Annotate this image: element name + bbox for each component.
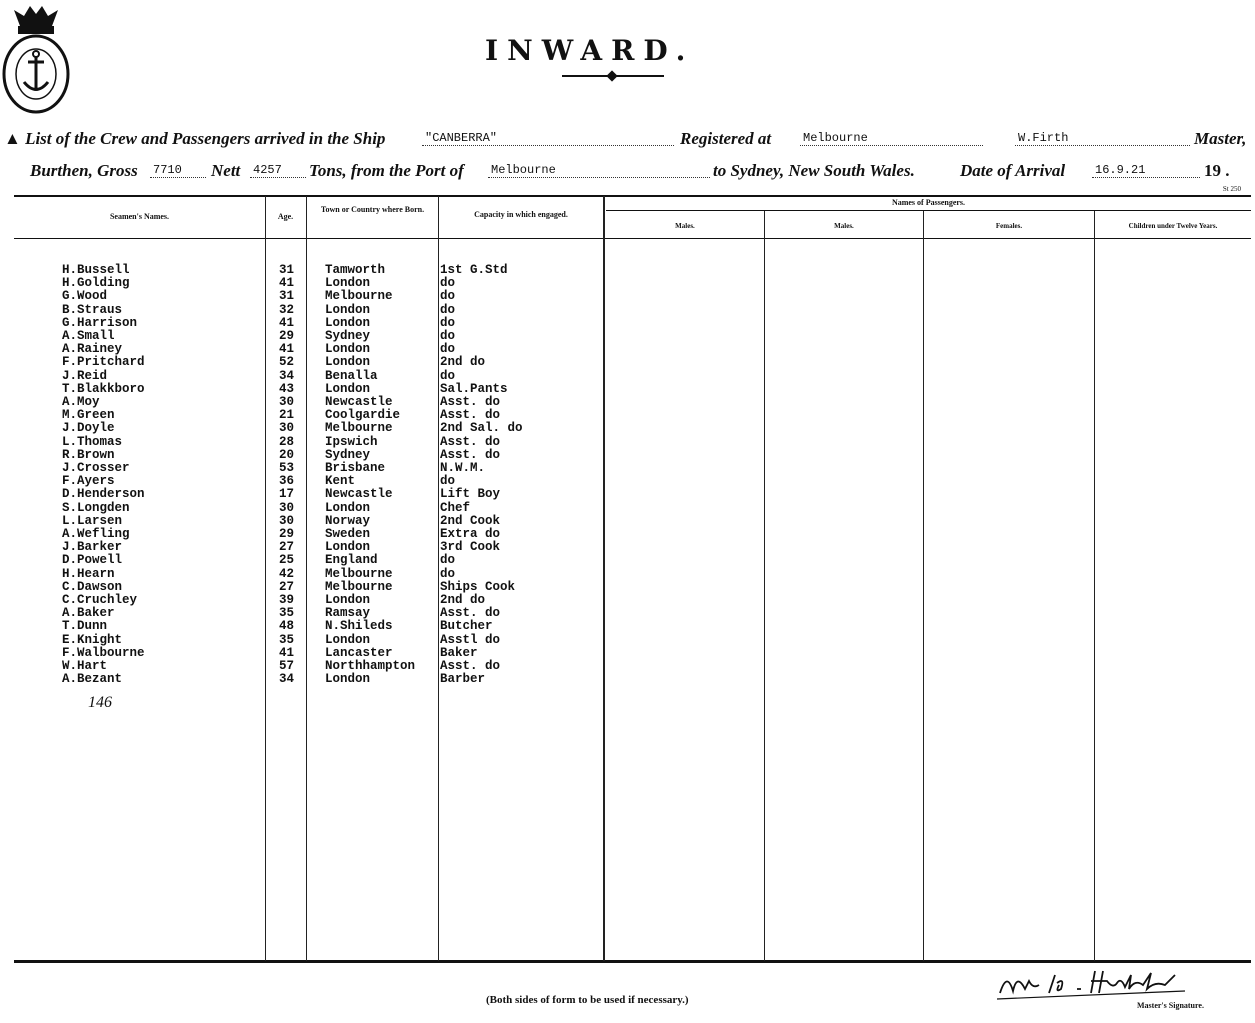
crew-age: 25 xyxy=(279,553,295,568)
col-divider-females xyxy=(923,211,924,961)
crew-name: R.Brown xyxy=(62,447,115,462)
col-divider-capacity xyxy=(438,196,439,961)
crew-name: M.Green xyxy=(62,408,115,423)
crew-age: 35 xyxy=(279,632,295,647)
crew-age: 30 xyxy=(279,395,295,409)
crew-birthplace: London xyxy=(325,342,371,357)
col-males-1: Males. xyxy=(675,222,695,230)
crew-capacity: Baker xyxy=(440,645,478,660)
crew-age: 41 xyxy=(279,645,295,660)
crew-name: G.Wood xyxy=(62,289,108,304)
crew-capacity: do xyxy=(440,474,456,489)
crew-name: H.Hearn xyxy=(62,566,115,581)
col-divider-passengers xyxy=(603,196,605,961)
crew-age: 29 xyxy=(279,329,295,343)
crew-birthplace: Tamworth xyxy=(325,263,386,277)
col-divider-age xyxy=(265,196,266,961)
crew-capacity: Asst. do xyxy=(440,434,501,449)
crew-age: 48 xyxy=(279,619,295,634)
master-name-field: W.Firth xyxy=(1015,131,1190,146)
crew-age: 28 xyxy=(279,434,295,449)
ship-name-field: "CANBERRA" xyxy=(422,131,674,146)
crew-capacity: Asst. do xyxy=(440,447,501,462)
crew-name: G.Harrison xyxy=(62,315,138,330)
crew-birthplace: London xyxy=(325,593,371,607)
burthen-label: Burthen, Gross xyxy=(30,161,138,180)
crew-age: 41 xyxy=(279,315,295,330)
table-top-rule xyxy=(14,195,1251,197)
crew-capacity: Asst. do xyxy=(440,395,501,409)
crew-name: A.Bezant xyxy=(62,672,123,687)
crew-capacity: do xyxy=(440,329,456,343)
crew-age: 30 xyxy=(279,513,295,528)
crew-age: 17 xyxy=(279,487,295,502)
crew-capacity: Asst. do xyxy=(440,606,501,621)
crew-name: H.Golding xyxy=(62,276,130,291)
crew-capacity: Barber xyxy=(440,672,486,687)
crew-capacity: N.W.M. xyxy=(440,461,486,475)
master-signature xyxy=(995,963,1195,1003)
crew-birthplace: England xyxy=(325,553,378,568)
crew-name: S.Longden xyxy=(62,500,130,515)
crew-age: 41 xyxy=(279,342,295,357)
crew-capacity: do xyxy=(440,289,456,304)
crew-birthplace: Sydney xyxy=(325,447,371,462)
crew-birthplace: London xyxy=(325,381,371,396)
crew-birthplace: Norway xyxy=(325,513,371,528)
crew-name: W.Hart xyxy=(62,659,108,673)
crew-name: F.Pritchard xyxy=(62,355,145,370)
arrival-date-field: 16.9.21 xyxy=(1092,163,1200,178)
crew-birthplace: Melbourne xyxy=(325,579,393,594)
crew-capacity: Butcher xyxy=(440,619,493,634)
registered-port-field: Melbourne xyxy=(800,131,983,146)
crew-capacity: 3rd Cook xyxy=(440,540,501,555)
crew-birthplace: Ramsay xyxy=(325,606,371,621)
title-divider xyxy=(562,75,664,77)
crew-birthplace: London xyxy=(325,540,371,555)
crew-capacity: 2nd do xyxy=(440,355,486,370)
col-children: Children under Twelve Years. xyxy=(1128,222,1218,230)
header-bottom-rule xyxy=(14,238,1251,239)
crew-name: T.Blakkboro xyxy=(62,381,145,396)
crew-capacity: 2nd do xyxy=(440,593,486,607)
crew-age: 43 xyxy=(279,381,295,396)
master-label: Master, xyxy=(1194,129,1247,148)
crew-name: A.Baker xyxy=(62,606,115,621)
crew-age: 53 xyxy=(279,461,295,475)
destination-label: to Sydney, New South Wales. xyxy=(713,161,915,180)
crew-capacity: 2nd Sal. do xyxy=(440,421,523,436)
passenger-subhead-rule xyxy=(606,210,1251,211)
form-title: INWARD. xyxy=(485,34,695,67)
crew-age: 52 xyxy=(279,355,295,370)
crew-capacity: Chef xyxy=(440,500,471,515)
arrival-label: Date of Arrival xyxy=(960,161,1066,180)
col-capacity: Capacity in which engaged. xyxy=(474,210,568,219)
col-females: Females. xyxy=(995,222,1023,230)
crew-birthplace: Benalla xyxy=(325,368,378,383)
crew-capacity: Asst. do xyxy=(440,408,501,423)
gross-field: 7710 xyxy=(150,163,206,178)
crew-capacity: Ships Cook xyxy=(440,579,516,594)
port-field: Melbourne xyxy=(488,163,710,178)
form-reference: St 250 xyxy=(1222,185,1241,193)
crew-name: E.Knight xyxy=(62,632,123,647)
crew-age: 31 xyxy=(279,289,295,304)
crew-capacity: Sal.Pants xyxy=(440,381,508,396)
crew-capacity: do xyxy=(440,276,456,291)
crew-name: J.Crosser xyxy=(62,461,130,475)
crew-capacity: Lift Boy xyxy=(440,487,501,502)
crew-birthplace: Melbourne xyxy=(325,421,393,436)
crew-age: 35 xyxy=(279,606,295,621)
crew-capacity: do xyxy=(440,302,456,317)
crew-birthplace: Melbourne xyxy=(325,289,393,304)
col-age: Age. xyxy=(277,212,294,221)
crew-birthplace: London xyxy=(325,276,371,291)
crew-birthplace: Sweden xyxy=(325,527,371,541)
crew-name: F.Ayers xyxy=(62,474,115,489)
crew-name: F.Walbourne xyxy=(62,645,145,660)
crew-capacity: Asstl do xyxy=(440,632,501,647)
col-seamen-names: Seamen's Names. xyxy=(109,212,170,221)
crew-name: J.Doyle xyxy=(62,421,115,436)
crew-age: 30 xyxy=(279,421,295,436)
crew-birthplace: Brisbane xyxy=(325,461,386,475)
list-label: ▲ List of the Crew and Passengers arrived in the Ship xyxy=(4,129,386,148)
crew-age: 20 xyxy=(279,447,295,462)
crew-birthplace: Ipswich xyxy=(325,434,378,449)
crew-birthplace: London xyxy=(325,355,371,370)
col-divider-males2 xyxy=(764,211,765,961)
crew-birthplace: Newcastle xyxy=(325,487,393,502)
col-divider-town xyxy=(306,196,307,961)
crew-age: 32 xyxy=(279,302,295,317)
crew-age: 27 xyxy=(279,579,295,594)
crew-name: L.Thomas xyxy=(62,434,123,449)
crew-capacity: Extra do xyxy=(440,527,501,541)
crew-age: 21 xyxy=(279,408,295,423)
col-divider-children xyxy=(1094,211,1095,961)
crew-age: 29 xyxy=(279,527,295,541)
crew-age: 39 xyxy=(279,593,295,607)
nett-label: Nett xyxy=(211,161,241,180)
crew-age: 27 xyxy=(279,540,295,555)
crew-capacity: do xyxy=(440,342,456,357)
crew-name: J.Barker xyxy=(62,540,123,555)
handwritten-count: 146 xyxy=(88,694,112,711)
col-town: Town or Country where Born. xyxy=(320,205,425,214)
shipping-office-seal xyxy=(0,2,72,114)
crew-name: T.Dunn xyxy=(62,619,108,634)
crew-name: D.Powell xyxy=(62,553,123,568)
col-males-2: Males. xyxy=(834,222,854,230)
crew-capacity: Asst. do xyxy=(440,659,501,673)
crew-name: C.Cruchley xyxy=(62,593,138,607)
crew-birthplace: Sydney xyxy=(325,329,371,343)
crew-birthplace: Kent xyxy=(325,474,356,489)
crew-age: 41 xyxy=(279,276,295,291)
crew-birthplace: Lancaster xyxy=(325,645,393,660)
crew-name: B.Straus xyxy=(62,302,123,317)
crew-age: 42 xyxy=(279,566,295,581)
crew-birthplace: London xyxy=(325,500,371,515)
crew-name: H.Bussell xyxy=(62,263,130,277)
crew-age: 36 xyxy=(279,474,295,489)
crew-name: D.Henderson xyxy=(62,487,145,502)
crew-name: L.Larsen xyxy=(62,513,123,528)
crew-birthplace: Melbourne xyxy=(325,566,393,581)
col-passengers: Names of Passengers. xyxy=(891,198,966,207)
crew-capacity: do xyxy=(440,368,456,383)
crew-age: 31 xyxy=(279,263,295,277)
nett-field: 4257 xyxy=(250,163,306,178)
crew-birthplace: Northhampton xyxy=(325,659,416,673)
registered-label: Registered at xyxy=(680,129,772,148)
crew-name: A.Rainey xyxy=(62,342,123,357)
crew-age: 34 xyxy=(279,672,295,687)
crew-birthplace: Newcastle xyxy=(325,395,393,409)
crew-name: C.Dawson xyxy=(62,579,123,594)
crew-capacity: do xyxy=(440,315,456,330)
crew-birthplace: London xyxy=(325,632,371,647)
crew-name: A.Small xyxy=(62,329,115,343)
crew-capacity: 1st G.Std xyxy=(440,263,508,277)
crew-age: 30 xyxy=(279,500,295,515)
footer-note: (Both sides of form to be used if necessary.) xyxy=(486,994,689,1006)
master-signature-label: Master's Signature. xyxy=(1137,1001,1204,1010)
crew-age: 57 xyxy=(279,659,295,673)
crew-birthplace: London xyxy=(325,315,371,330)
crew-name: A.Wefling xyxy=(62,527,130,541)
crew-name: A.Moy xyxy=(62,395,100,409)
crew-birthplace: Coolgardie xyxy=(325,408,401,423)
year-label: 19 . xyxy=(1204,161,1230,180)
crew-capacity: do xyxy=(440,566,456,581)
crew-age: 34 xyxy=(279,368,295,383)
crew-capacity: 2nd Cook xyxy=(440,513,501,528)
crew-birthplace: London xyxy=(325,672,371,687)
tons-label: Tons, from the Port of xyxy=(309,161,464,180)
crew-name: J.Reid xyxy=(62,368,108,383)
crew-birthplace: London xyxy=(325,302,371,317)
crew-capacity: do xyxy=(440,553,456,568)
crew-birthplace: N.Shileds xyxy=(325,619,393,634)
